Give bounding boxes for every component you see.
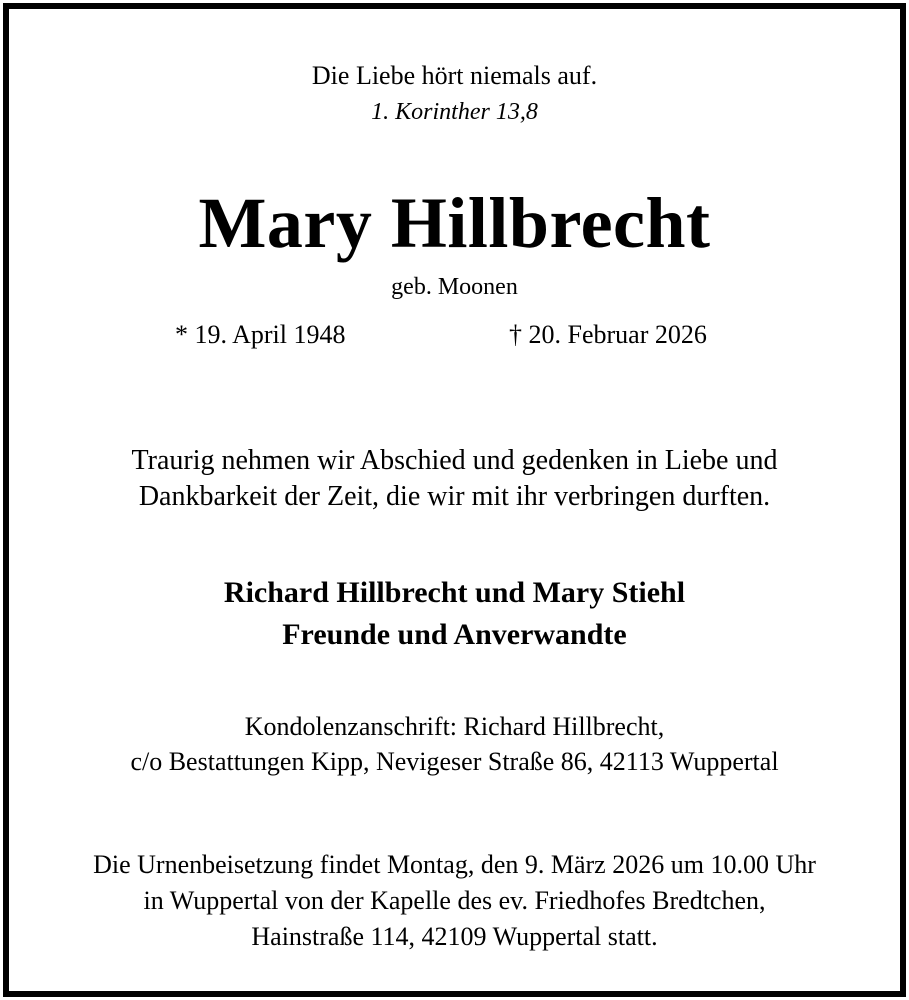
condolence-address-line: Kondolenzanschrift: Richard Hillbrecht,: [244, 712, 665, 741]
death-date: † 20. Februar 2026: [509, 320, 707, 349]
mourners-line: Richard Hillbrecht und Mary Stiehl: [223, 576, 686, 609]
motto: Die Liebe hört niemals auf.: [311, 61, 598, 90]
mourners-line: Freunde und Anverwandte: [282, 618, 627, 651]
funeral-info-line: in Wuppertal von der Kapelle des ev. Friedhofes Bredtchen,: [143, 886, 766, 915]
funeral-info-line: Hainstraße 114, 42109 Wuppertal statt.: [251, 922, 658, 951]
farewell-text-line: Dankbarkeit der Zeit, die wir mit ihr verbringen durften.: [138, 481, 771, 512]
birth-date: * 19. April 1948: [175, 320, 346, 349]
birth-name: geb. Moonen: [391, 274, 518, 300]
funeral-info-line: Die Urnenbeisetzung findet Montag, den 9. März 2026 um 10.00 Uhr: [93, 850, 816, 879]
deceased-name: Mary Hillbrecht: [198, 183, 711, 263]
verse-reference: 1. Korinther 13,8: [371, 99, 538, 125]
obituary-notice: [3, 3, 906, 997]
farewell-text-line: Traurig nehmen wir Abschied und gedenken in Liebe und: [131, 445, 778, 476]
condolence-address-line: c/o Bestattungen Kipp, Nevigeser Straße 86, 42113 Wuppertal: [130, 747, 779, 776]
